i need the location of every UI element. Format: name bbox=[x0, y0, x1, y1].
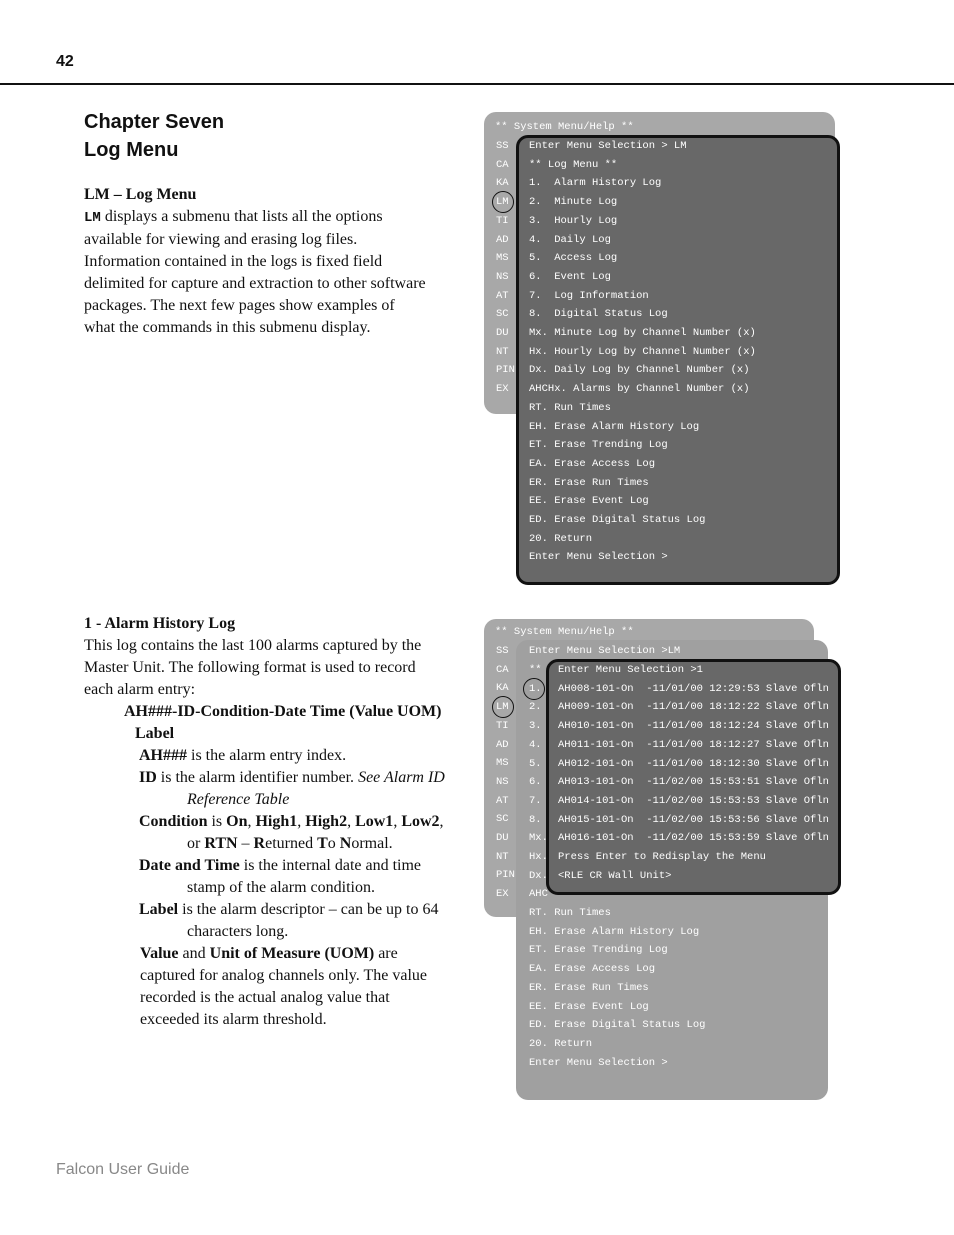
terminal1-sidebar-item: SC bbox=[496, 308, 509, 321]
terminal1-sidebar-item: AD bbox=[496, 233, 509, 246]
terminal2-sidebar-item: SC bbox=[496, 813, 509, 826]
terminal1-menu-line: 3. Hourly Log bbox=[529, 214, 618, 227]
terminal2-left-col-item: ** bbox=[529, 664, 542, 676]
terminal1-sidebar-item: EX bbox=[496, 383, 509, 396]
terminal2-menu-line: ER. Erase Run Times bbox=[529, 981, 649, 994]
terminal2-alarm-line: AH013-101-On -11/02/00 15:53:51 Slave Ofln bbox=[558, 776, 829, 789]
cond-term: Condition bbox=[139, 813, 208, 830]
def-ah bbox=[84, 745, 446, 767]
log-menu-paragraph bbox=[84, 206, 429, 339]
terminal2-alarm-line: AH010-101-On -11/01/00 18:12:24 Slave Ofln bbox=[558, 720, 829, 733]
lm-code: LM bbox=[84, 210, 101, 226]
lm-highlight-circle-2 bbox=[492, 696, 514, 718]
date-desc: is the internal date and time stamp of the alarm condition. bbox=[187, 857, 422, 896]
terminal2-menu-line: RT. Run Times bbox=[529, 907, 611, 919]
id-desc: is the alarm identifier number. bbox=[156, 769, 359, 786]
terminal2-sidebar-item: EX bbox=[496, 888, 509, 901]
terminal1-menu-line: ER. Erase Run Times bbox=[529, 476, 649, 489]
terminal2-alarm-line: AH016-101-On -11/02/00 15:53:59 Slave Ofln bbox=[558, 832, 829, 845]
terminal1-sidebar-item: KA bbox=[496, 177, 509, 190]
terminal1-sidebar-item: DU bbox=[496, 327, 509, 339]
def-label bbox=[84, 899, 446, 943]
terminal2-sidebar-item: PIN bbox=[496, 869, 515, 882]
lm-highlight-circle bbox=[492, 191, 514, 213]
terminal2-left-col-item: 3. bbox=[529, 720, 542, 733]
log-menu-heading: LM – Log Menu bbox=[84, 186, 197, 203]
terminal2-menu-line: EH. Erase Alarm History Log bbox=[529, 925, 700, 938]
terminal2-menu-line: 20. Return bbox=[529, 1037, 593, 1050]
terminal1-menu-line: AHCHx. Alarms by Channel Number (x) bbox=[529, 383, 750, 396]
terminal2-left-col-item: 1. bbox=[529, 682, 542, 695]
terminal1-sidebar-item: LM bbox=[496, 196, 509, 209]
cond-eturned: eturned bbox=[265, 835, 318, 852]
terminal1-menu-line: Enter Menu Selection > LM bbox=[529, 140, 687, 152]
page-number: 42 bbox=[56, 53, 74, 70]
alarm-history-section bbox=[84, 613, 446, 1031]
terminal2-alarm-line: AH015-101-On -11/02/00 15:53:56 Slave Ofln bbox=[558, 813, 829, 826]
terminal2-menu-line: ET. Erase Trending Log bbox=[529, 944, 668, 957]
terminal1-menu-line: 5. Access Log bbox=[529, 252, 618, 265]
alarm-history-heading: 1 - Alarm History Log bbox=[84, 615, 236, 632]
terminal2-left-col-item: Mx. bbox=[529, 832, 548, 845]
terminal2-sidebar-item: NT bbox=[496, 850, 509, 863]
terminal2-sidebar-item: TI bbox=[496, 719, 509, 732]
def-date bbox=[84, 855, 446, 899]
terminal2-sidebar-item: MS bbox=[496, 757, 509, 770]
terminal2-sidebar-item: AD bbox=[496, 738, 509, 751]
terminal2-sidebar-item: CA bbox=[496, 663, 509, 676]
terminal2-sidebar-item: KA bbox=[496, 682, 509, 695]
terminal1-menu-line: 8. Digital Status Log bbox=[529, 308, 668, 321]
ah-term: AH### bbox=[139, 747, 187, 764]
cond-t: T bbox=[317, 835, 328, 852]
terminal2-alarm-line: <RLE CR Wall Unit> bbox=[558, 869, 672, 882]
terminal2-sidebar-item: AT bbox=[496, 794, 509, 807]
terminal1-sidebar-item: MS bbox=[496, 252, 509, 265]
cond-high1: High1 bbox=[255, 813, 298, 830]
terminal2-menu-line: ED. Erase Digital Status Log bbox=[529, 1019, 706, 1032]
cond-o: o bbox=[327, 835, 340, 852]
cond-or: , or bbox=[187, 813, 444, 852]
terminal2-left-col-item: 2. bbox=[529, 701, 542, 714]
terminal2-menu-line: EA. Erase Access Log bbox=[529, 963, 656, 976]
cond-ormal: ormal. bbox=[351, 835, 393, 852]
chapter-title bbox=[84, 108, 224, 164]
label-desc: is the alarm descriptor – can be up to 64 characters long. bbox=[178, 901, 439, 940]
terminal2-alarm-line: AH014-101-On -11/02/00 15:53:53 Slave Ofln bbox=[558, 794, 829, 807]
terminal2-sidebar-item: SS bbox=[496, 645, 509, 657]
header-rule bbox=[0, 83, 954, 85]
terminal2-alarm-line: Press Enter to Redisplay the Menu bbox=[558, 851, 766, 863]
terminal2-alarm-line: Enter Menu Selection >1 bbox=[558, 664, 703, 676]
terminal1-header: ** System Menu/Help ** bbox=[495, 121, 634, 133]
id-term: ID bbox=[139, 769, 157, 786]
terminal1-menu-line: RT. Run Times bbox=[529, 401, 611, 414]
terminal1-menu-line: EE. Erase Event Log bbox=[529, 495, 649, 508]
terminal1-menu-line: ** Log Menu ** bbox=[529, 158, 618, 171]
terminal1-menu-line: Hx. Hourly Log by Channel Number (x) bbox=[529, 345, 756, 358]
chapter-line-2: Log Menu bbox=[84, 139, 179, 161]
cond-rtn: RTN bbox=[204, 835, 238, 852]
terminal1-sidebar-item: NS bbox=[496, 270, 509, 283]
cond-high2: High2 bbox=[305, 813, 348, 830]
terminal2-sidebar-item: NS bbox=[496, 775, 509, 788]
terminal2-menu-line: Enter Menu Selection > bbox=[529, 1056, 668, 1069]
terminal1-sidebar-item: NT bbox=[496, 345, 509, 358]
terminal1-menu-line: ET. Erase Trending Log bbox=[529, 439, 668, 452]
terminal2-left-col-item: 7. bbox=[529, 794, 542, 807]
value-term: Value bbox=[140, 945, 179, 962]
terminal1-menu-line: ED. Erase Digital Status Log bbox=[529, 514, 706, 526]
terminal1-menu-line: EH. Erase Alarm History Log bbox=[529, 420, 700, 433]
terminal1-sidebar-item: PIN bbox=[496, 364, 515, 377]
terminal2-left-col-item: 4. bbox=[529, 738, 542, 751]
terminal2-sub-header: Enter Menu Selection >LM bbox=[529, 645, 681, 657]
terminal2-left-col-item: 5. bbox=[529, 757, 542, 770]
cond-is: is bbox=[207, 813, 227, 830]
ah-desc: is the alarm entry index. bbox=[187, 747, 347, 764]
log-menu-body: displays a submenu that lists all the options available for viewing and erasing log files. Information contained in the logs is fixed field delimited for capture and extraction to other software packages. The next few pages show examples of what the commands in this submenu display. bbox=[84, 208, 426, 336]
log-menu-section bbox=[84, 184, 429, 339]
terminal1-menu-line: Mx. Minute Log by Channel Number (x) bbox=[529, 327, 756, 339]
terminal2-left-col-item: Hx. bbox=[529, 851, 548, 863]
terminal1-sidebar-item: SS bbox=[496, 140, 509, 152]
terminal2-menu-line: EE. Erase Event Log bbox=[529, 1000, 649, 1013]
terminal1-menu-line: 2. Minute Log bbox=[529, 196, 618, 209]
terminal1-menu-line: Dx. Daily Log by Channel Number (x) bbox=[529, 364, 750, 377]
terminal2-left-col-item: 8. bbox=[529, 813, 542, 826]
value-and: and bbox=[178, 945, 210, 962]
alarm-format: AH###-ID-Condition-Date Time (Value UOM) Label bbox=[124, 703, 442, 742]
terminal1-sidebar-item: TI bbox=[496, 214, 509, 227]
value-desc: are captured for analog channels only. The value recorded is the actual analog value that exceeded its alarm threshold. bbox=[140, 945, 427, 1028]
terminal2-alarm-line: AH008-101-On -11/01/00 12:29:53 Slave Ofln bbox=[558, 682, 829, 695]
cond-low1: Low1 bbox=[355, 813, 394, 830]
terminal2-header: ** System Menu/Help ** bbox=[495, 626, 634, 638]
date-term: Date and Time bbox=[139, 857, 240, 874]
chapter-line-1: Chapter Seven bbox=[84, 111, 225, 133]
terminal2-left-col-item: AHC bbox=[529, 888, 548, 901]
terminal1-menu-line: 4. Daily Log bbox=[529, 233, 611, 246]
terminal2-sidebar-item: LM bbox=[496, 701, 509, 714]
terminal1-menu-line: 20. Return bbox=[529, 532, 593, 545]
id-see: See Alarm ID Reference Table bbox=[187, 769, 445, 808]
terminal2-alarm-line: AH009-101-On -11/01/00 18:12:22 Slave Ofln bbox=[558, 701, 829, 714]
uom-term: Unit of Measure (UOM) bbox=[209, 945, 375, 962]
def-id bbox=[84, 767, 446, 811]
terminal2-left-col-item: Dx. bbox=[529, 869, 548, 882]
terminal1-menu-line: 6. Event Log bbox=[529, 270, 611, 283]
footer: Falcon User Guide bbox=[56, 1161, 190, 1178]
terminal1-menu-line: Enter Menu Selection > bbox=[529, 551, 668, 564]
cond-n: N bbox=[339, 835, 352, 852]
terminal1-menu-line: 7. Log Information bbox=[529, 289, 649, 302]
cond-dash: – bbox=[237, 835, 254, 852]
alarm-history-intro: This log contains the last 100 alarms captured by the Master Unit. The following format is used to record each alarm entry: bbox=[84, 637, 422, 698]
terminal1-menu-line: 1. Alarm History Log bbox=[529, 177, 662, 190]
def-condition: Condition is On, High1, High2, Low1, Low2, or RTN – Returned To Normal. bbox=[139, 813, 444, 852]
terminal2-sidebar-item: DU bbox=[496, 832, 509, 844]
cond-on: On bbox=[226, 813, 248, 830]
option-1-highlight-circle bbox=[523, 678, 545, 700]
terminal1-sidebar-item: CA bbox=[496, 158, 509, 171]
cond-r: R bbox=[253, 835, 266, 852]
terminal1-menu-line: EA. Erase Access Log bbox=[529, 457, 656, 470]
terminal1-sidebar-item: AT bbox=[496, 289, 509, 302]
terminal2-alarm-line: AH011-101-On -11/01/00 18:12:27 Slave Ofln bbox=[558, 738, 829, 751]
terminal2-alarm-line: AH012-101-On -11/01/00 18:12:30 Slave Ofln bbox=[558, 757, 829, 770]
terminal2-left-col-item: 6. bbox=[529, 776, 542, 789]
label-term: Label bbox=[139, 901, 179, 918]
def-value bbox=[84, 943, 446, 1031]
cond-low2: Low2 bbox=[401, 813, 440, 830]
